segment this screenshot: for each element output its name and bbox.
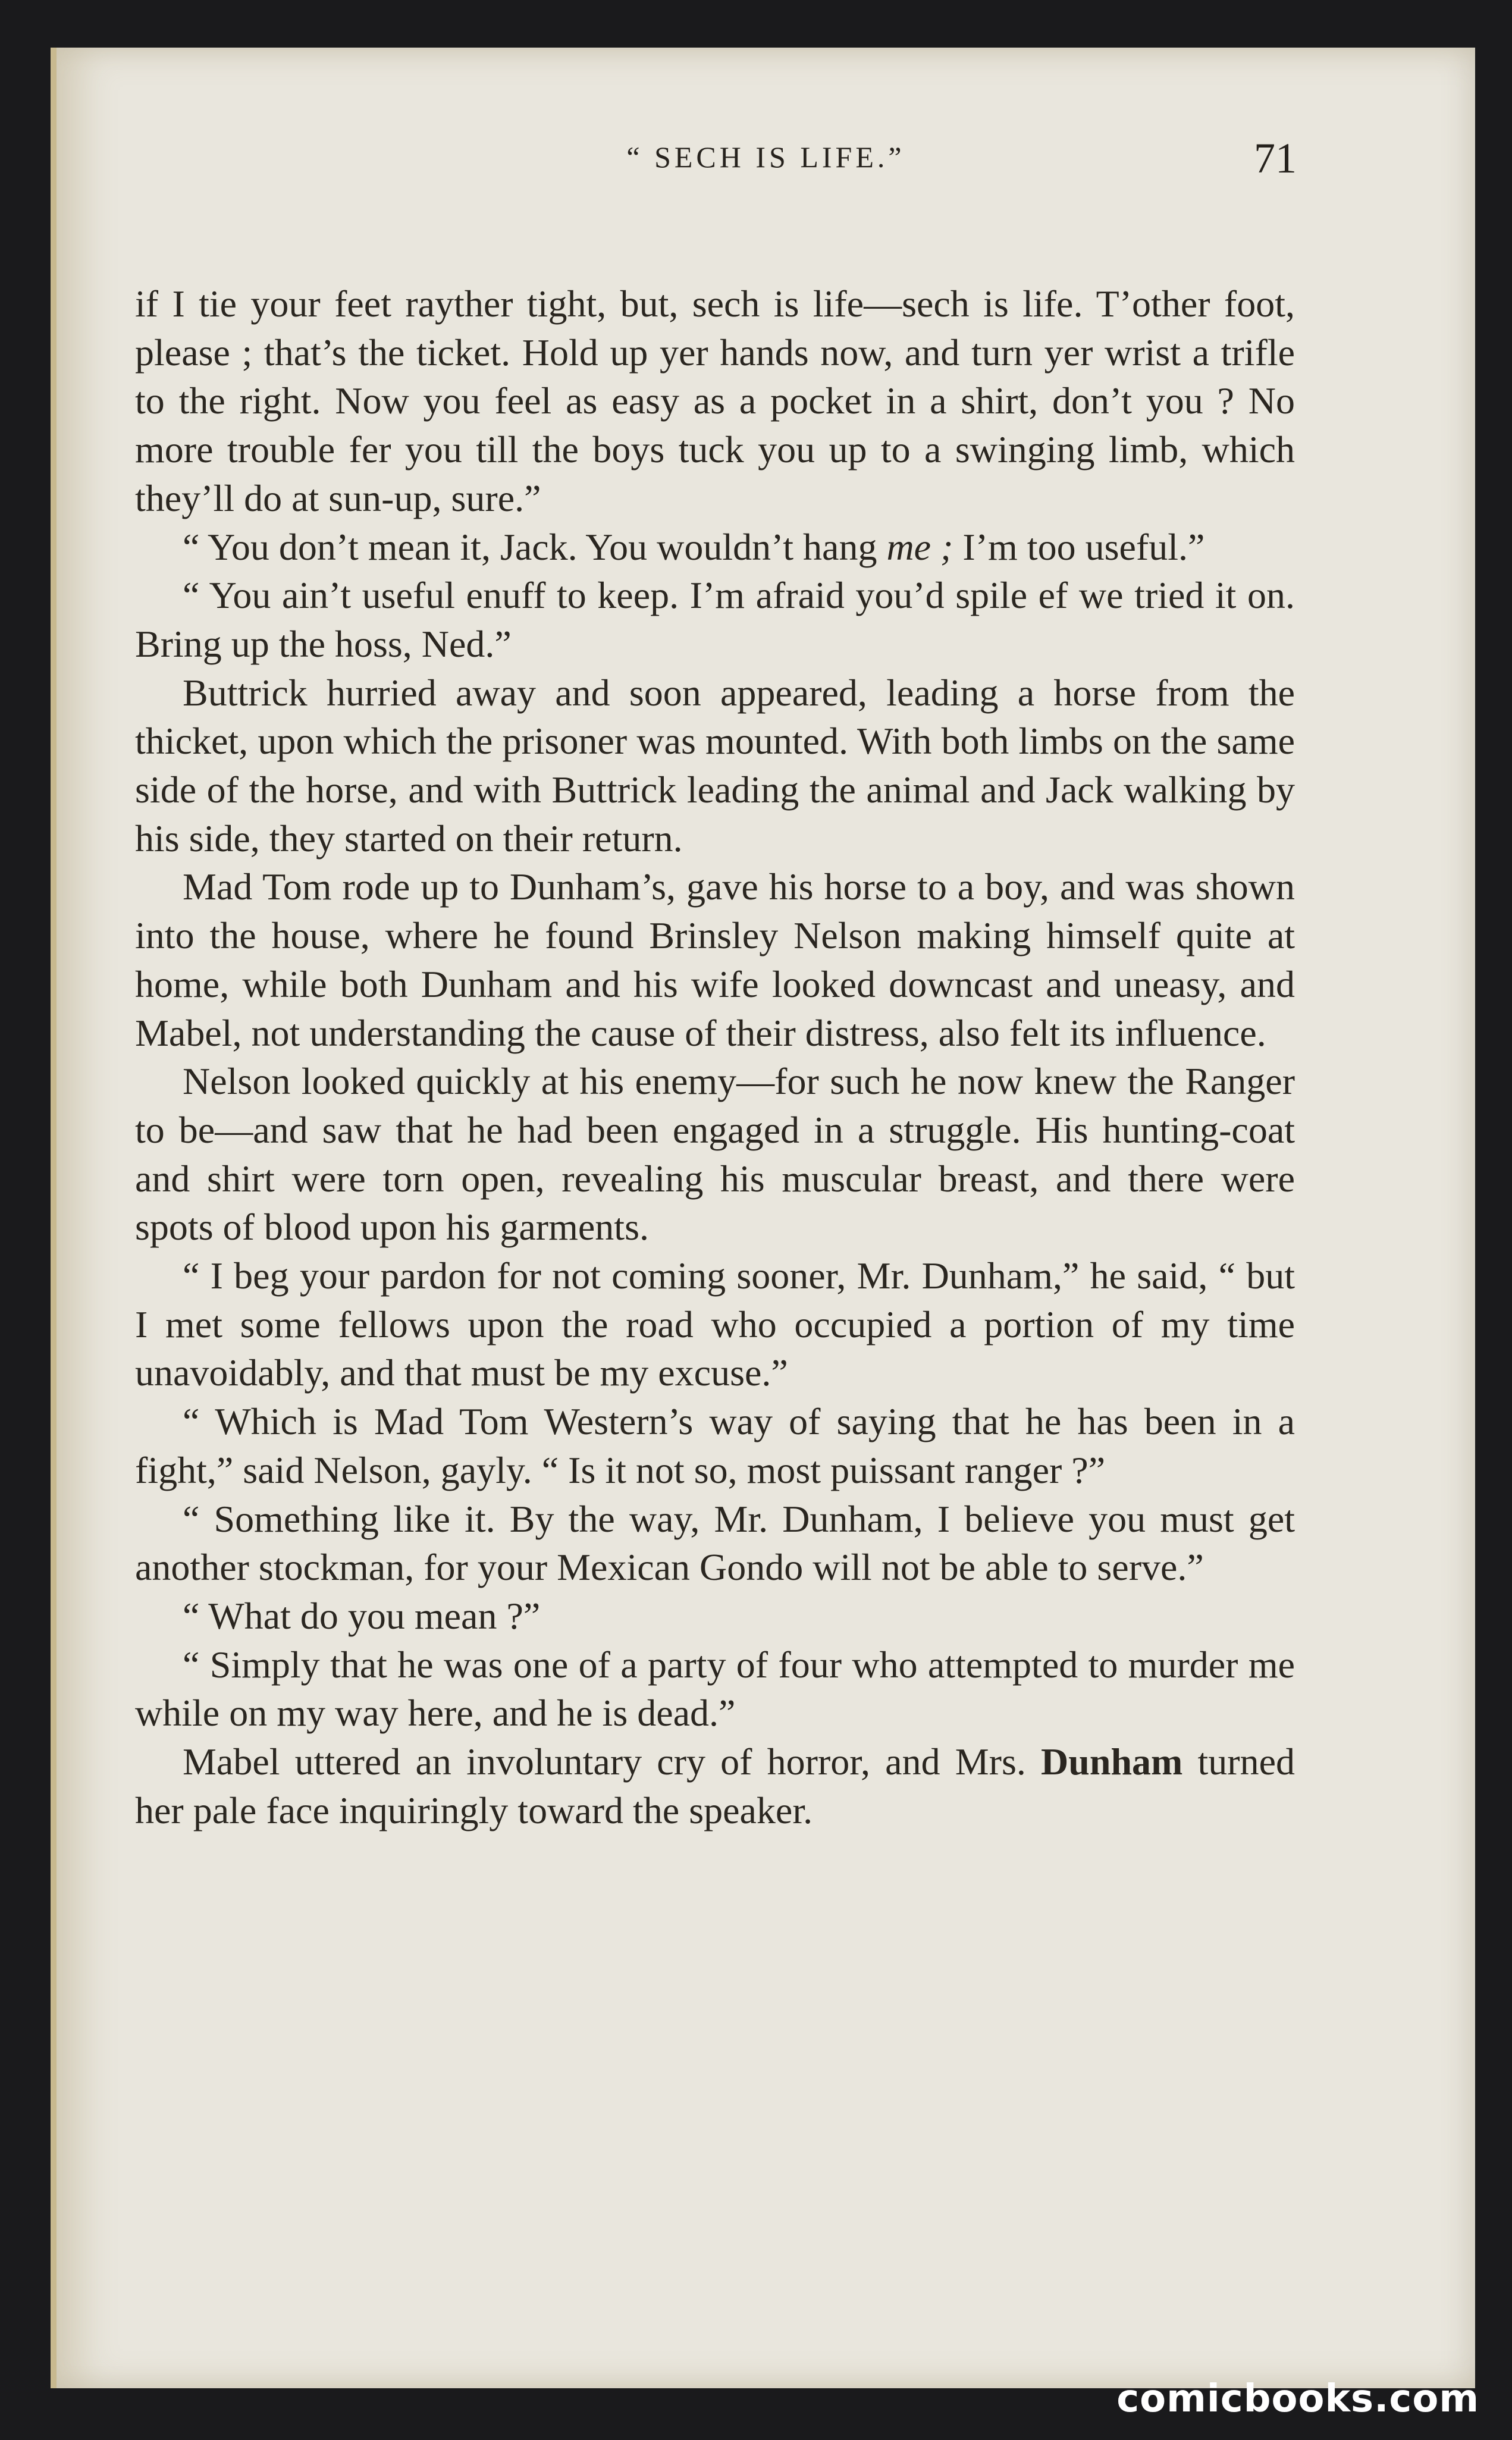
paragraph: “ Something like it. By the way, Mr. Dunham, I believe you must get another stockman, for your Mexican Gondo will not be able to serve.” (135, 1497, 1295, 1589)
running-title: “ SECH IS LIFE.” (626, 140, 905, 174)
paragraph: “ Simply that he was one of a party of four who attempted to murder me while on my way here, and he is dead.” (135, 1643, 1295, 1735)
paragraph: “ I beg your pardon for not coming sooner, Mr. Dunham,” he said, “ but I met some fellows upon the road who occupied a portion of my time unavoidably, and that must be my excuse.” (135, 1255, 1295, 1394)
paragraph: Mad Tom rode up to Dunham’s, gave his horse to a boy, and was shown into the house, where he found Brinsley Nelson making himself quite at home, while both Dunham and his wife looked downcast and uneasy, and Mabel, not understanding the cause of their distress, also felt its influence. (135, 865, 1295, 1054)
paragraph: if I tie your feet rayther tight, but, sech is life—sech is life. T’other foot, please ; that’s the ticket. Hold up yer hands now, and turn yer wrist a trifle to the right. Now you feel as easy as a pocket in a shirt, don’t you ? No more trouble fer you till the boys tuck you up to a swinging limb, which they’ll do at sun-up, sure.” (135, 283, 1295, 519)
paragraph: “ What do you mean ?” (183, 1594, 541, 1637)
page-number: 71 (1254, 134, 1297, 182)
paragraph: “ You ain’t useful enuff to keep. I’m afraid you’d spile ef we tried it on. Bring up the hoss, Ned.” (135, 574, 1295, 665)
book-page (51, 48, 1475, 2388)
paragraph-text: I’m too useful.” (953, 525, 1205, 568)
paragraph-text: turned her pale face inquiringly toward the speaker. (135, 1740, 1295, 1831)
paragraph: “ Which is Mad Tom Western’s way of saying that he has been in a fight,” said Nelson, gayly. “ Is it not so, most puissant ranger ?” (135, 1400, 1295, 1491)
paragraph (135, 1738, 1295, 1834)
body-text (135, 280, 1295, 1835)
bold-text: Dunham (1041, 1740, 1183, 1783)
paragraph-text: “ You don’t mean it, Jack. You wouldn’t hang (183, 525, 887, 568)
site-watermark: comicbooks.com (1116, 2377, 1479, 2421)
emphasis-text: me ; (886, 525, 953, 568)
page-header (57, 134, 1475, 211)
paragraph-text: Mabel uttered an involuntary cry of horror, and Mrs. (183, 1740, 1042, 1783)
paragraph: Nelson looked quickly at his enemy—for such he now knew the Ranger to be—and saw that he had been engaged in a struggle. His hunting-coat and shirt were torn open, revealing his muscular breast, and there were spots of blood upon his garments. (135, 1060, 1295, 1249)
paragraph: Buttrick hurried away and soon appeared, leading a horse from the thicket, upon which the prisoner was mounted. With both limbs on the same side of the horse, and with Buttrick leading the animal and Jack walking by his side, they started on their return. (135, 671, 1295, 860)
paragraph (135, 523, 1295, 572)
